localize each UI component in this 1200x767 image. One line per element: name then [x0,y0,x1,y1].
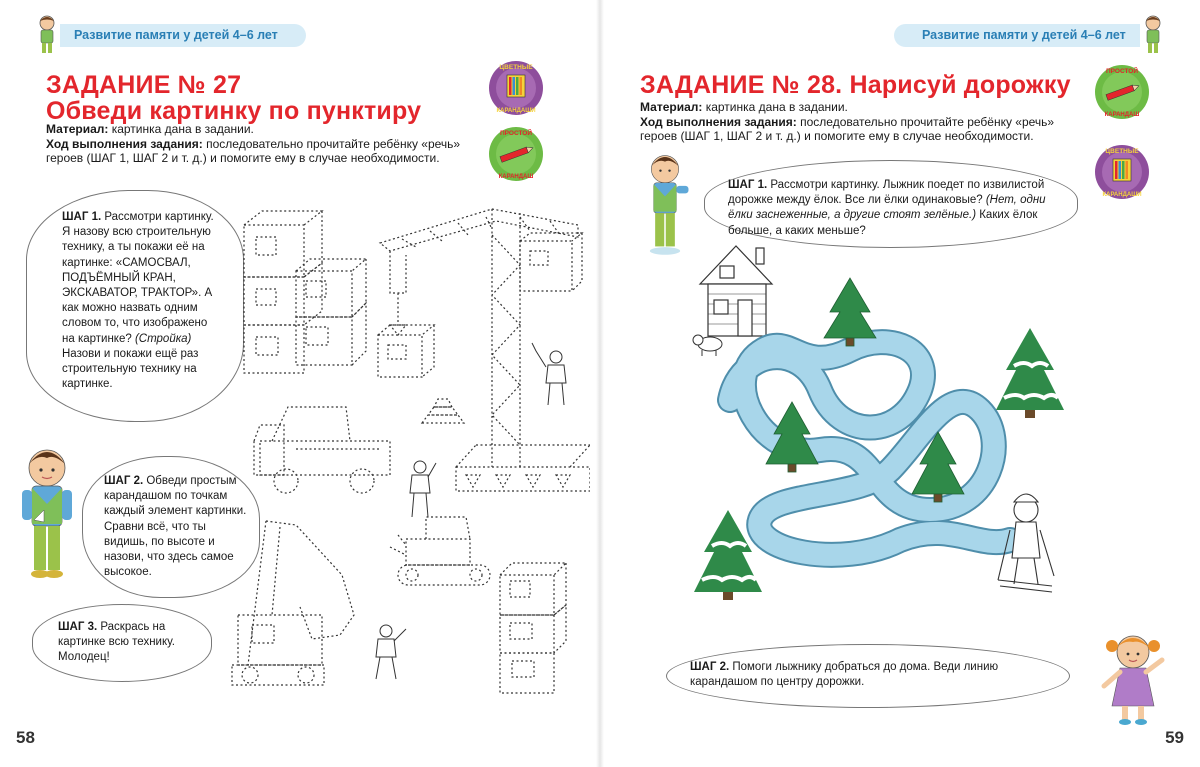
header-banner-right: Развитие памяти у детей 4–6 лет [894,24,1140,47]
step1-answer-right: (Нет, одни ёлки заснеженные, а другие стоят зелёные.) [728,194,1046,222]
header-boy-icon-right [1140,14,1166,56]
step2-label-right: ШАГ 2. [690,661,730,673]
worker-figure-2 [410,461,436,517]
simple-pencil-icon-right [1094,64,1150,120]
step1-label: ШАГ 1. [62,211,102,223]
step1-label-right: ШАГ 1. [728,179,768,191]
simple-pencil-badge-right [1094,64,1150,120]
header-boy-icon [34,14,60,56]
step3-body: Раскрась на картинке всю технику. Молодец! [58,621,175,664]
colored-pencils-badge-right [1094,144,1150,200]
step3-text [58,620,194,666]
step1-text [62,210,222,392]
girl-character-icon [1098,630,1168,726]
colored-pencils-icon-right [1094,144,1150,200]
step3-label: ШАГ 3. [58,621,98,633]
step1-body2-right: Каких ёлок больше, а каких меньше? [728,209,1038,237]
step1-body: Рассмотри картинку. Я назову всю строительную технику, а ты покажи её на картинке: «САМОСВАЛ, ПОДЪЁМНЫЙ КРАН, ЭКСКАВАТОР, ТРАКТОР». А как можно назвать одним словом то, что изображено на картинке? [62,211,214,345]
task-27-meta [46,122,476,166]
ski-maze-illustration [680,240,1080,612]
material-label-right: Материал: [640,100,703,114]
badge-colored-top-right: ЦВЕТНЫЕ [1105,148,1139,155]
badge-simple-bottom: КАРАНДАШ [498,174,534,180]
step2-text-right [690,660,1060,690]
task-27-title-line1: ЗАДАНИЕ № 27 [46,71,242,99]
material-text-right: картинка дана в задании. [702,100,848,114]
house-icon [700,246,772,336]
header-banner-left: Развитие памяти у детей 4–6 лет [60,24,306,47]
task-28-meta [640,100,1060,144]
page-number-left: 58 [16,728,35,747]
process-text: последовательно прочитайте ребёнку «речь» героев (ШАГ 1, ШАГ 2 и т. д.) и помогите ему в случае необходимости. [46,136,461,165]
skier-icon [998,494,1054,592]
simple-pencil-badge [488,126,544,182]
right-page [600,0,1200,767]
worker-figure-1 [532,343,566,405]
green-tree-icon [824,278,876,346]
colored-pencils-badge [488,60,544,116]
snowy-tree-icon [996,328,1064,418]
process-label: Ход выполнения задания: [46,136,203,151]
simple-pencil-icon [488,126,544,182]
task-28-title: ЗАДАНИЕ № 28. Нарисуй дорожку [640,71,1071,99]
material-label: Материал: [46,122,109,136]
page-number-right: 59 [1165,728,1184,747]
step1-body-right: Рассмотри картинку. Лыжник поедет по извилистой дорожке между ёлок. Все ли ёлки одинаковые? [728,179,1045,207]
task-27-title-line2: Обведи картинку по пунктиру [46,97,422,125]
construction-dotted-illustration [230,195,590,695]
material-text: картинка дана в задании. [108,122,254,136]
badge-colored-top: ЦВЕТНЫЕ [499,64,533,71]
boy-character-icon [14,444,80,584]
step2-label: ШАГ 2. [104,475,144,487]
step2-body: Обведи простым карандашом по точкам каждый элемент картинки. Сравни всё, что ты видишь, по высоте и назови, что здесь самое высокое. [104,475,247,579]
colored-pencils-icon [488,60,544,116]
badge-colored-bottom: КАРАНДАШИ [496,108,536,114]
badge-simple-bottom-right: КАРАНДАШ [1104,112,1140,118]
dog-icon [693,335,722,356]
step2-text [104,474,248,580]
step1-answer: (Стройка) [134,332,192,345]
worker-figure-3 [376,625,406,679]
badge-simple-top: ПРОСТОЙ [499,130,533,137]
badge-simple-top-right: ПРОСТОЙ [1105,68,1139,75]
badge-colored-bottom-right: КАРАНДАШИ [1102,192,1142,198]
step1-body2: Назови и покажи ещё раз строительную технику на картинке. [62,347,199,391]
step1-text-right [728,178,1064,239]
ski-path [730,342,1010,555]
step2-body-right: Помоги лыжнику добраться до дома. Веди линию карандашом по центру дорожки. [690,661,999,689]
process-label-right: Ход выполнения задания: [640,114,797,129]
process-text-right: последовательно прочитайте ребёнку «речь» героев (ШАГ 1, ШАГ 2 и т. д.) и помогите ему в случае необходимости. [640,114,1055,143]
